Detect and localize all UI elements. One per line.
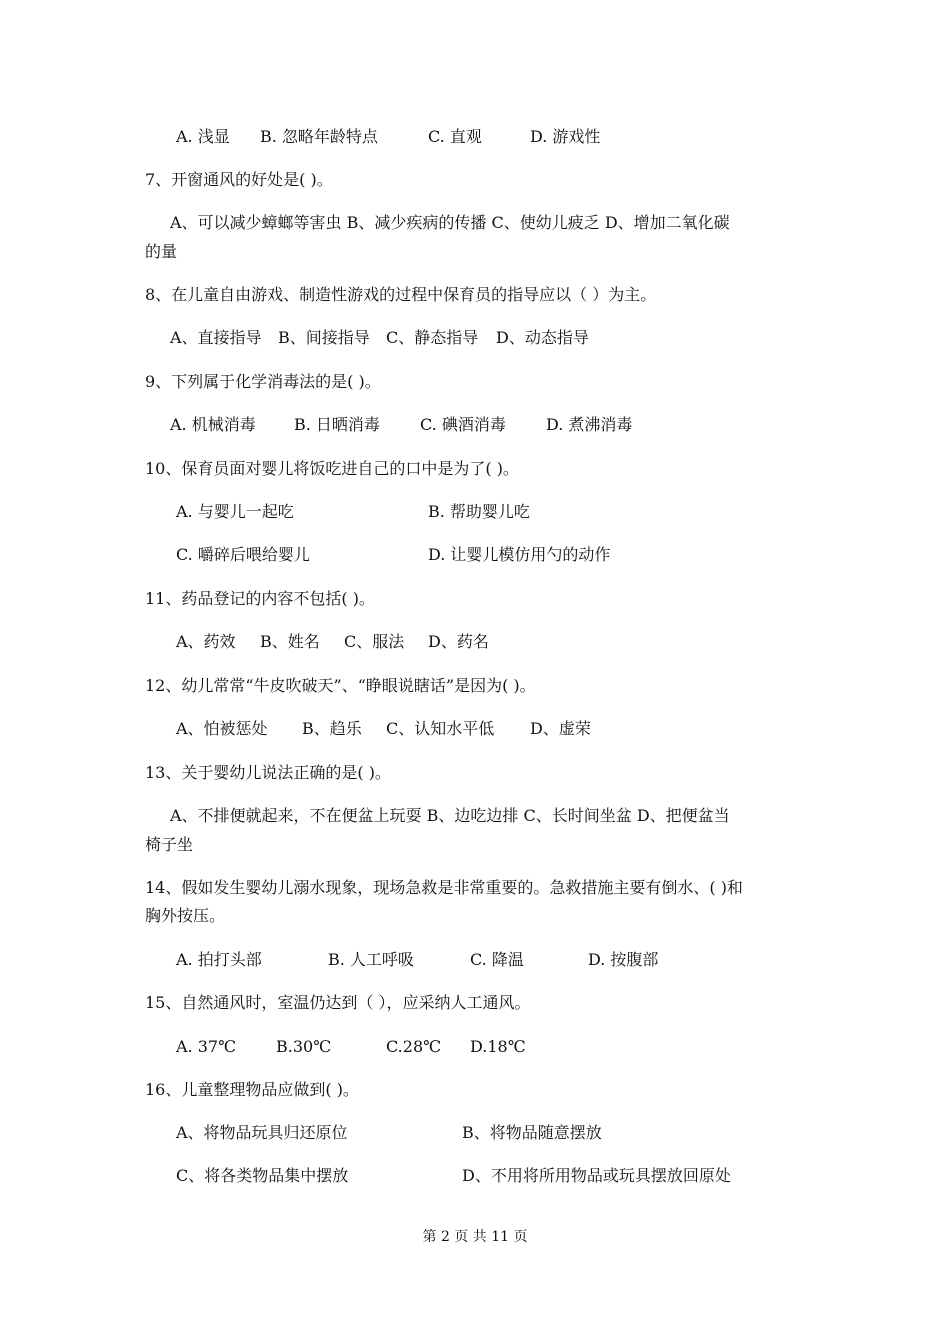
q15-stem: 15、自然通风时，室温仍达到（ ），应采纳人工通风。 (145, 993, 531, 1012)
q11-stem: 11、药品登记的内容不包括( )。 (145, 589, 375, 608)
q7-options-line1: A、可以减少蟑螂等害虫 B、减少疾病的传播 C、使幼儿疲乏 D、增加二氧化碳 (170, 213, 730, 232)
q8-option-a: A、直接指导 (170, 328, 262, 347)
q15-option-d: D.18℃ (470, 1037, 526, 1056)
q16-option-b: B、将物品随意摆放 (462, 1123, 602, 1142)
q12-stem: 12、幼儿常常“牛皮吹破天”、“睁眼说瞎话”是因为( )。 (145, 676, 536, 695)
q10-stem: 10、保育员面对婴儿将饭吃进自己的口中是为了( )。 (145, 459, 519, 478)
q14-option-b: B. 人工呼吸 (328, 950, 414, 969)
q13-stem: 13、关于婴幼儿说法正确的是( )。 (145, 763, 391, 782)
q14-option-d: D. 按腹部 (588, 950, 659, 969)
q12-option-b: B、趋乐 (302, 719, 362, 738)
q14-option-c: C. 降温 (470, 950, 524, 969)
q14-stem-line2: 胸外按压。 (145, 906, 226, 925)
q8-stem: 8、在儿童自由游戏、制造性游戏的过程中保育员的指导应以（ ）为主。 (145, 285, 657, 304)
q14-option-a: A. 拍打头部 (176, 950, 262, 969)
q11-option-d: D、药名 (428, 632, 489, 651)
q15-option-c: C.28℃ (386, 1037, 442, 1056)
q15-option-a: A. 37℃ (176, 1037, 236, 1056)
q9-stem: 9、下列属于化学消毒法的是( )。 (145, 372, 381, 391)
q15-option-b: B.30℃ (276, 1037, 332, 1056)
q11-option-b: B、姓名 (260, 632, 320, 651)
q8-option-d: D、动态指导 (496, 328, 589, 347)
q10-option-a: A. 与婴儿一起吃 (176, 502, 294, 521)
q13-options-line2: 椅子坐 (145, 835, 194, 854)
q10-option-d: D. 让婴儿模仿用勺的动作 (428, 545, 611, 564)
q7-stem: 7、开窗通风的好处是( )。 (145, 170, 333, 189)
q11-option-c: C、服法 (344, 632, 405, 651)
q9-option-c: C. 碘酒消毒 (420, 415, 506, 434)
q8-option-b: B、间接指导 (278, 328, 370, 347)
q13-options-line1: A、不排便就起来，不在便盆上玩耍 B、边吃边排 C、长时间坐盆 D、把便盆当 (170, 806, 730, 825)
q16-stem: 16、儿童整理物品应做到( )。 (145, 1080, 359, 1099)
q12-option-d: D、虚荣 (530, 719, 591, 738)
q12-option-c: C、认知水平低 (386, 719, 495, 738)
q7-options-line2: 的量 (145, 242, 178, 261)
q9-option-d: D. 煮沸消毒 (546, 415, 633, 434)
q6-option-a: A. 浅显 (176, 127, 230, 146)
q6-option-c: C. 直观 (428, 127, 482, 146)
q10-option-c: C. 嚼碎后喂给婴儿 (176, 545, 310, 564)
page-footer: 第 2 页 共 11 页 (422, 1229, 528, 1245)
q11-option-a: A、药效 (176, 632, 236, 651)
q16-option-d: D、不用将所用物品或玩具摆放回原处 (462, 1166, 731, 1185)
q9-option-b: B. 日晒消毒 (294, 415, 380, 434)
q9-option-a: A. 机械消毒 (170, 415, 256, 434)
q6-option-d: D. 游戏性 (530, 127, 601, 146)
q14-stem-line1: 14、假如发生婴幼儿溺水现象，现场急救是非常重要的。急救措施主要有倒水、( )和 (145, 878, 743, 897)
q8-option-c: C、静态指导 (386, 328, 479, 347)
q10-option-b: B. 帮助婴儿吃 (428, 502, 530, 521)
q16-option-a: A、将物品玩具归还原位 (176, 1123, 348, 1142)
q6-option-b: B. 忽略年龄特点 (260, 127, 378, 146)
q12-option-a: A、怕被惩处 (176, 719, 268, 738)
q16-option-c: C、将各类物品集中摆放 (176, 1166, 349, 1185)
